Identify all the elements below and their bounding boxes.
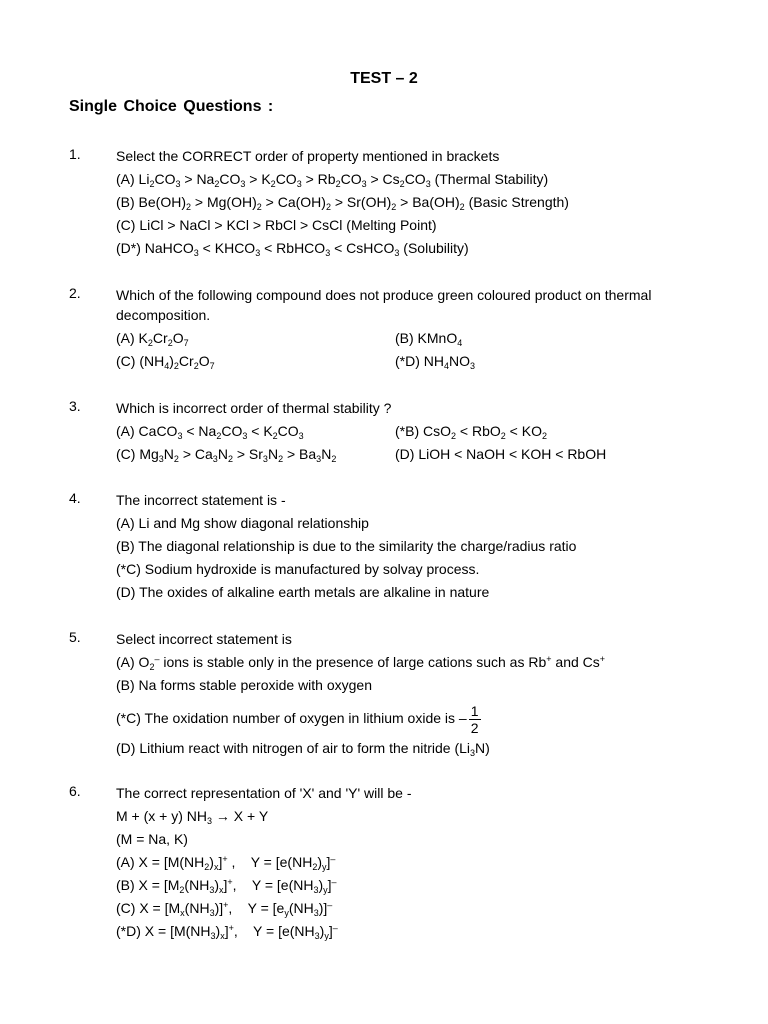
option-d: (D*) NaHCO$_3$ < $KHCO_3$ < RbHCO$_3$ < CsHCO$_3$ (Solubility)	[116, 240, 469, 258]
reaction-equation: M + (x + y) $NH_3 \to X + Y$	[116, 808, 269, 826]
option-c: (C) $Mg_3N_2 > Ca_3N_2 > Sr_3N_2 > Ba_3N_2$	[116, 446, 337, 464]
question-stem: Which is incorrect order of thermal stability ?	[116, 400, 392, 416]
option-a: (A) $K_2Cr_2O_7$	[116, 330, 189, 348]
option-d: (D) The oxides of alkaline earth metals are alkaline in nature	[116, 584, 490, 600]
question-stem: Which of the following compound does not produce green coloured product on thermal decomposition.	[116, 287, 652, 323]
option-row	[116, 444, 736, 467]
section-heading: Single Choice Questions :	[69, 98, 274, 115]
question-stem: The correct representation of 'X' and 'Y' will be -	[116, 785, 412, 801]
option-d: (*D) $X = [M(NH_3)_x]^+$, $Y = [e(NH_3)_y]^-$	[116, 923, 338, 941]
option-a-text: ions is stable only in the presence of large cations such as	[163, 654, 525, 670]
fraction-numerator: 1	[470, 702, 479, 719]
option-b: (B) $Be(OH)_2 > Mg(OH)_2 > Ca(OH)_2 > Sr(OH)_2 > Ba(OH)_2$ (Basic Strength)	[116, 194, 569, 212]
option-c: (*C) Sodium hydroxide is manufactured by solvay process.	[116, 561, 480, 577]
metal-definition: (M = Na, K)	[116, 831, 188, 847]
option-b: (B) Na forms stable peroxide with oxygen	[116, 677, 372, 693]
option-b: (*B) $CsO_2 < RbO_2 < KO_2$	[395, 423, 547, 441]
option-row	[116, 351, 736, 374]
option-row	[116, 328, 736, 351]
option-b-note: (Basic Strength)	[468, 194, 569, 210]
fraction	[469, 703, 481, 736]
option-c: (C) $X = [M_x(NH_3)]^+$, $Y = [e_y(NH_3)]^-$	[116, 900, 333, 918]
question-stem: Select the CORRECT order of property mentioned in brackets	[116, 148, 500, 164]
option-a: (A) CaCO$_3$ < $Na_2CO_3 < K_2CO_3$	[116, 423, 304, 441]
test-title: TEST – 2	[350, 70, 418, 87]
option-a: (A) $X = [M(NH_2)_x]^+$ , $Y = [e(NH_2)_y]^-$	[116, 854, 336, 872]
option-b: (B) KMnO$_4$	[395, 330, 463, 348]
option-c: (C) $(NH_4)_2Cr_2O_7$	[116, 353, 215, 371]
option-d: (D) LiOH < NaOH < KOH < RbOH	[395, 446, 607, 462]
option-d: (*D) $NH_4NO_3$	[395, 353, 476, 371]
option-d: (D) Lithium react with nitrogen of air to form the nitride $(Li_3N)$	[116, 740, 490, 758]
question-number: 6.	[69, 783, 81, 799]
option-a: (A) $Li_2CO_3 > Na_2CO_3 > K_2CO_3 > Rb_2CO_3 > Cs_2CO_3$ (Thermal Stability)	[116, 171, 549, 189]
question-number: 4.	[69, 490, 81, 506]
option-c: (*C) The oxidation number of oxygen in lithium oxide is – $\frac{1}{2}$	[116, 702, 479, 736]
option-c: (C) LiCl > NaCl > KCl > RbCl > CsCl (Melting Point)	[116, 217, 437, 233]
option-b: (B) The diagonal relationship is due to the similarity the charge/radius ratio	[116, 538, 577, 554]
question-number: 2.	[69, 285, 81, 301]
option-a-note: (Thermal Stability)	[434, 171, 549, 187]
question-number: 3.	[69, 398, 81, 414]
option-d-note: (Solubility)	[403, 240, 469, 256]
question-number: 1.	[69, 146, 81, 162]
option-b: (B) $X = [M_2(NH_3)_x]^+$, $Y = [e(NH_3)_y]^-$	[116, 877, 337, 895]
option-c-text: (*C) The oxidation number of oxygen in lithium oxide is	[116, 710, 456, 726]
option-d-text: (D) Lithium react with nitrogen of air to form the nitride (Li	[116, 740, 471, 756]
option-row	[116, 421, 736, 444]
question-number: 5.	[69, 629, 81, 645]
question-stem: The incorrect statement is -	[116, 492, 286, 508]
question-stem: Select incorrect statement is	[116, 631, 292, 647]
option-a: (A) Li and Mg show diagonal relationship	[116, 515, 369, 531]
option-a: (A) $O_2^-$ ions is stable only in the presence of large cations such as Rb+ and Cs+	[116, 654, 606, 672]
fraction-denominator: 2	[470, 719, 479, 736]
